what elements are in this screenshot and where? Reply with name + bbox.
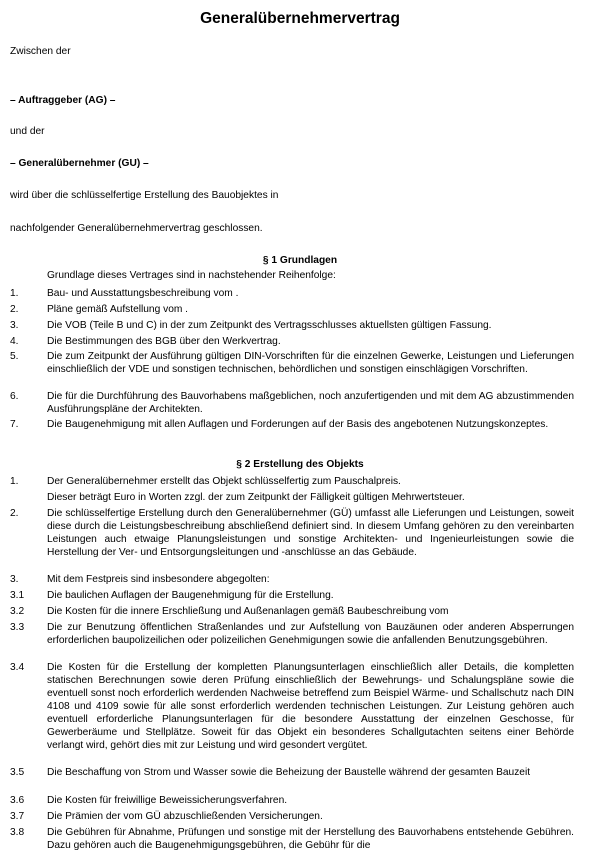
section-1-intro: Grundlage dieses Vertrages sind in nachstehender Reihenfolge: xyxy=(47,270,336,281)
item-number: 1. xyxy=(10,476,19,487)
item-number: 3.4 xyxy=(10,662,25,673)
list-item xyxy=(10,605,574,618)
list-item xyxy=(10,335,574,348)
item-number: 3.7 xyxy=(10,811,25,822)
list-item xyxy=(10,491,574,504)
list-item xyxy=(10,794,574,807)
item-number: 3. xyxy=(10,320,19,331)
item-text: Mit dem Festpreis sind insbesondere abgegolten: xyxy=(47,574,270,585)
list-item xyxy=(10,766,574,779)
list-item xyxy=(10,390,574,416)
list-item xyxy=(10,826,574,852)
item-text: Die schlüsselfertige Erstellung durch den Generalübernehmer (GÜ) umfasst alle Lieferungen und Leistungen, soweit diese durch die Leistungsbeschreibung abschließend definiert sind. In diesem Umfang gehören zu den vereinbarten Leistungen auch etwaige Planungsleistungen und sonstige Architekten- und Ingenieurleistungen sowie die Herstellung der Ver- und Entsorgungsleitungen und -anschlüsse an das Gebäude. xyxy=(47,508,574,558)
list-item xyxy=(10,350,574,376)
item-number: 2. xyxy=(10,304,19,315)
item-number: 1. xyxy=(10,288,19,299)
item-text: Die Kosten für die Erstellung der kompletten Planungsunterlagen einschließlich aller Details, die kompletten statischen Berechnungen sowie deren Prüfung einschließlich der Bewehrungs- und Schalungspläne sowie die eventuell sonst noch erforderlich werdenden Nachweise betreffend zum Beispiel Wärme- und Schallschutz nach DIN 4108 und 4109 sowie für alle sonst erforderlich werdenden technischen Leistungen. Zur Leistung gehören auch eventuell erforderliche Planungsunterlagen für die besondere Ausstattung der einzelnen Geschosse, für Gewerberäume und Stellplätze. Soweit für das Objekt ein besonderes Schallgutachten seitens einer Behörde verlangt wird, gehört dies mit zur Leistung und wird gesondert vergütet. xyxy=(47,662,574,751)
item-number: 6. xyxy=(10,391,19,402)
item-number: 4. xyxy=(10,336,19,347)
list-item xyxy=(10,661,574,752)
item-number: 5. xyxy=(10,351,19,362)
preamble-line-2: nachfolgender Generalübernehmervertrag geschlossen. xyxy=(10,223,263,234)
item-number: 3.8 xyxy=(10,827,25,838)
item-text: Die Baugenehmigung mit allen Auflagen und Forderungen auf der Basis des angebotenen Nutzungskonzeptes. xyxy=(47,419,549,430)
item-text: Die Beschaffung von Strom und Wasser sowie die Beheizung der Baustelle während der gesamten Bauzeit xyxy=(47,767,531,778)
list-item xyxy=(10,319,574,332)
item-text: Dieser beträgt Euro in Worten zzgl. der zum Zeitpunkt der Fälligkeit gültigen Mehrwertsteuer. xyxy=(47,492,465,503)
item-number: 7. xyxy=(10,419,19,430)
preamble-line-1: wird über die schlüsselfertige Erstellung des Bauobjektes in xyxy=(10,190,279,201)
parties-and: und der xyxy=(10,126,45,137)
item-text: Die baulichen Auflagen der Baugenehmigung für die Erstellung. xyxy=(47,590,334,601)
list-item xyxy=(10,573,574,586)
list-item xyxy=(10,303,574,316)
item-text: Der Generalübernehmer erstellt das Objekt schlüsselfertig zum Pauschalpreis. xyxy=(47,476,401,487)
item-number: 3. xyxy=(10,574,19,585)
list-item xyxy=(10,507,574,559)
item-number: 2. xyxy=(10,508,19,519)
list-item xyxy=(10,418,574,431)
item-text: Die Kosten für freiwillige Beweissicherungsverfahren. xyxy=(47,795,288,806)
item-text: Die Prämien der vom GÜ abzuschließenden Versicherungen. xyxy=(47,811,323,822)
item-number: 3.3 xyxy=(10,622,25,633)
document-title: Generalübernehmervertrag xyxy=(200,10,400,27)
section-1-heading: § 1 Grundlagen xyxy=(262,255,338,266)
list-item xyxy=(10,589,574,602)
item-text: Bau- und Ausstattungsbeschreibung vom . xyxy=(47,288,239,299)
list-item xyxy=(10,621,574,647)
party-client: – Auftraggeber (AG) – xyxy=(10,95,116,106)
item-text: Pläne gemäß Aufstellung vom . xyxy=(47,304,189,315)
item-number: 3.1 xyxy=(10,590,25,601)
list-item xyxy=(10,287,574,300)
item-text: Die VOB (Teile B und C) in der zum Zeitpunkt des Vertragsschlusses aktuellsten gültigen Fassung. xyxy=(47,320,492,331)
list-item xyxy=(10,810,574,823)
item-number: 3.5 xyxy=(10,767,25,778)
item-text: Die Bestimmungen des BGB über den Werkvertrag. xyxy=(47,336,281,347)
item-number: 3.2 xyxy=(10,606,25,617)
item-number: 3.6 xyxy=(10,795,25,806)
item-text: Die Kosten für die innere Erschließung und Außenanlagen gemäß Baubeschreibung vom xyxy=(47,606,449,617)
item-text: Die zur Benutzung öffentlichen Straßenlandes und zur Aufstellung von Bauzäunen oder anderen Absperrungen erforderlichen baupolizeilichen oder polizeilichen Genehmigungen sowie die anfallenden Benutzungsgebühren. xyxy=(47,622,574,646)
item-text: Die zum Zeitpunkt der Ausführung gültigen DIN-Vorschriften für die einzelnen Gewerke, Leistungen und Lieferungen einschließlich der VDE und sonstigen technischen, behördlichen und sonstigen einschlägigen Vorschriften. xyxy=(47,351,574,375)
list-item xyxy=(10,475,574,488)
section-2-heading: § 2 Erstellung des Objekts xyxy=(236,459,364,470)
parties-between: Zwischen der xyxy=(10,46,71,57)
item-text: Die für die Durchführung des Bauvorhabens maßgeblichen, noch anzufertigenden und mit dem AG abzustimmenden Ausführungspläne der Architekten. xyxy=(47,391,574,415)
party-contractor: – Generalübernehmer (GU) – xyxy=(10,158,149,169)
item-text: Die Gebühren für Abnahme, Prüfungen und sonstige mit der Herstellung des Bauvorhabens entstehende Gebühren. Dazu gehören auch die Baugenehmigungsgebühren, die Gebühr für die xyxy=(47,827,574,851)
